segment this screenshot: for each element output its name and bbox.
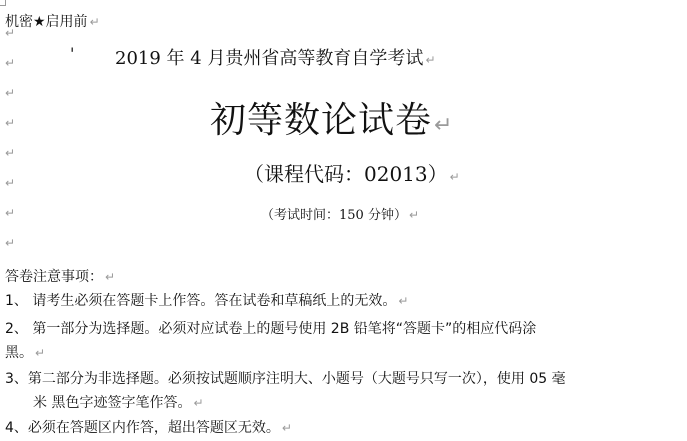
- paragraph-mark-icon: ↵: [5, 146, 16, 160]
- course-code-text: （课程代码：02013）: [244, 162, 448, 186]
- page-corner-mark: [0, 0, 6, 6]
- paragraph-mark-icon: ↵: [5, 56, 16, 70]
- paragraph-mark-icon: ↵: [434, 113, 454, 138]
- notes-heading: [5, 266, 115, 286]
- note-item-1: [5, 290, 408, 310]
- paragraph-mark-icon: ↵: [449, 170, 460, 184]
- paragraph-mark-icon: ↵: [5, 236, 16, 250]
- paragraph-mark-icon: ↵: [408, 208, 420, 222]
- note-item-2-continued: [5, 342, 45, 362]
- paragraph-mark-icon: ↵: [398, 294, 409, 308]
- note-item-4: [5, 417, 292, 437]
- paragraph-mark-icon: ↵: [5, 116, 16, 130]
- exam-line: [115, 44, 436, 70]
- paragraph-mark-icon: ↵: [5, 26, 16, 40]
- secret-mark-line: [5, 11, 100, 31]
- paragraph-mark-icon: ↵: [425, 53, 436, 67]
- paragraph-mark-icon: ↵: [281, 421, 292, 435]
- exam-time-text: （考试时间：150 分钟）: [261, 208, 407, 223]
- note-item-2: [5, 318, 536, 338]
- paragraph-mark-icon: ↵: [35, 346, 46, 360]
- secret-mark-text: 机密★启用前: [5, 14, 88, 30]
- note-item-3: [5, 368, 566, 388]
- note-item-3-continued: [33, 392, 204, 412]
- page-title-text: 初等数论试卷: [210, 100, 433, 141]
- paragraph-mark-icon: ↵: [5, 176, 16, 190]
- exam-line-text: 2019 年 4 月贵州省高等教育自学考试: [115, 48, 424, 69]
- notes-heading-text: 答卷注意事项：: [5, 269, 103, 285]
- course-code: [244, 158, 460, 187]
- paragraph-mark-icon: ↵: [5, 206, 16, 220]
- note-item-text: 米 黑色字迹签字笔作答。: [33, 395, 192, 411]
- note-item-text: 4、必须在答题区内作答，超出答题区无效。: [5, 420, 280, 436]
- exam-time: [261, 204, 419, 223]
- paragraph-mark-icon: ↵: [193, 396, 204, 410]
- note-item-text: 1、 请考生必须在答题卡上作答。答在试卷和草稿纸上的无效。: [5, 293, 397, 309]
- note-item-text: 黑。: [5, 345, 33, 361]
- paragraph-mark-icon: ↵: [105, 270, 116, 284]
- paragraph-mark-icon: ↵: [89, 15, 100, 29]
- paragraph-mark-icon: ↵: [5, 86, 16, 100]
- page-title: [210, 92, 453, 143]
- note-item-text: 3、第二部分为非选择题。必须按试题顺序注明大、小题号（大题号只写一次），使用 05 毫: [5, 371, 566, 387]
- note-item-text: 2、 第一部分为选择题。必须对应试卷上的题号使用 2B 铅笔将“答题卡”的相应代码涂: [5, 321, 537, 337]
- stray-quote-mark: ': [70, 44, 75, 63]
